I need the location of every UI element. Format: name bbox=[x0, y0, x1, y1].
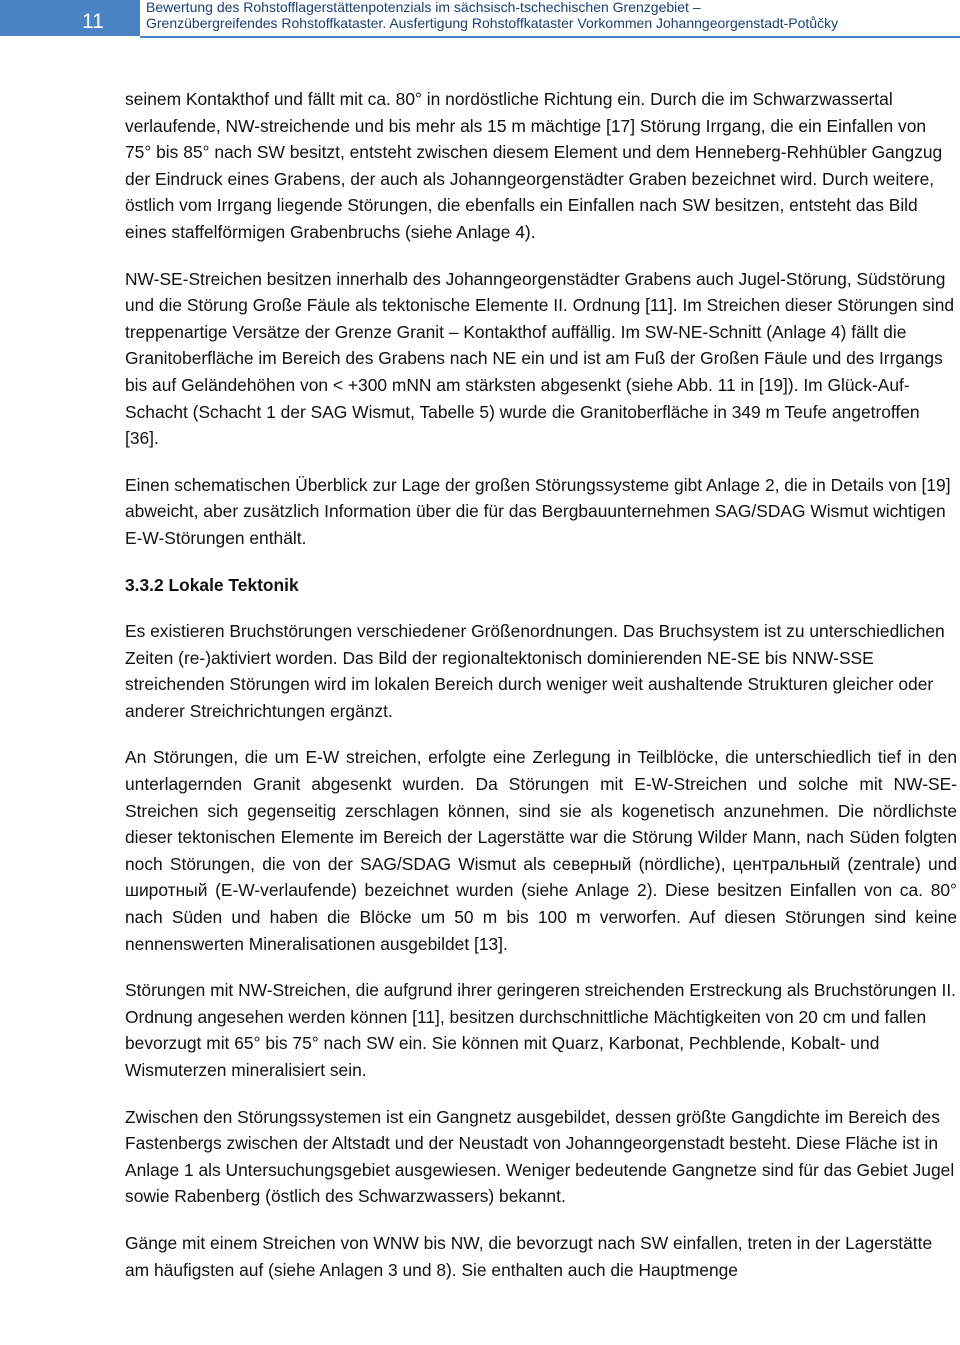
header-line-2: Grenzübergreifendes Rohstoffkataster. Ausfertigung Rohstoffkataster Vorkommen Johanngeorgenstadt-Potůčky bbox=[146, 14, 839, 31]
paragraph-nw-streichen: Störungen mit NW-Streichen, die aufgrund ihrer geringeren streichenden Erstreckung als Bruchstörungen II. Ordnung angesehen werden können [11], besitzen durchschnittliche Mächtigkeiten von 20 cm und fallen bevorzugt mit 65° bis 75° nach SW ein. Sie können mit Quarz, Karbonat, Pechblende, Kobalt- und Wismuterzen mineralisiert sein. bbox=[125, 980, 957, 1080]
section-heading: 3.3.2 Lokale Tektonik bbox=[125, 574, 299, 595]
page-number: 11 bbox=[0, 0, 140, 36]
page-header bbox=[0, 0, 960, 44]
paragraph-nw-se-streichen: NW-SE-Streichen besitzen innerhalb des Johanngeorgenstädter Grabens auch Jugel-Störung, Südstörung und die Störung Große Fäule als tektonische Elemente II. Ordnung [11]. Im Streichen dieser Störungen sind treppenartige Versätze der Grenze Granit – Kontakthof auffällig. Im SW-NE-Schnitt (Anlage 4) fällt die Granitoberfläche im Bereich des Grabens nach NE ein und ist am Fuß der Großen Fäule und des Irrgangs bis auf Geländehöhen von < +300 mNN am stärksten abgesenkt (siehe Abb. 11 in [19]). Im Glück-Auf-Schacht (Schacht 1 der SAG Wismut, Tabelle 5) wurde die Granitoberfläche in 349 m Teufe angetroffen [36]. bbox=[125, 268, 955, 449]
paragraph-gaenge: Gänge mit einem Streichen von WNW bis NW, die bevorzugt nach SW einfallen, treten in der Lagerstätte am häufigsten auf (siehe Anlagen 3 und 8). Sie enthalten auch die Hauptmenge bbox=[125, 1232, 933, 1280]
paragraph-bruchstoerungen: Es existieren Bruchstörungen verschiedener Größenordnungen. Das Bruchsystem ist zu unterschiedlichen Zeiten (re-)aktiviert worden. Das Bild der regionaltektonisch dominierenden NE-SE bis NNW-SSE streichenden Störungen wird im lokalen Bereich durch weniger weit aushaltende Strukturen gleicher oder anderer Streichrichtungen ergänzt. bbox=[125, 621, 945, 721]
paragraph-gangnetz: Zwischen den Störungssystemen ist ein Gangnetz ausgebildet, dessen größte Gangdichte im Bereich des Fastenbergs zwischen der Altstadt und der Neustadt von Johanngeorgenstadt besteht. Diese Fläche ist in Anlage 1 als Untersuchungsgebiet ausgewiesen. Weniger bedeutende Gangnetze sind für das Gebiet Jugel sowie Rabenberg (östlich des Schwarzwassers) bekannt. bbox=[125, 1106, 955, 1207]
header-divider bbox=[140, 36, 960, 38]
header-title bbox=[146, 0, 946, 31]
paragraph-ueberblick: Einen schematischen Überblick zur Lage der großen Störungssysteme gibt Anlage 2, die in Details von [19] abweicht, aber zusätzlich Information über die für das Bergbauunternehmen SAG/SDAG Wismut wichtigen E-W-Störungen enthält. bbox=[125, 474, 951, 548]
header-line-1: Bewertung des Rohstofflagerstättenpotenzials im sächsisch-tschechischen Grenzgebiet – bbox=[146, 0, 701, 15]
document-body bbox=[125, 86, 957, 1303]
paragraph-e-w-stoerungen: An Störungen, die um E-W streichen, erfolgte eine Zerlegung in Teilblöcke, die unterschiedlich tief in den unterlagernden Granit abgesenkt wurden. Da Störungen mit E-W-Streichen und solche mit NW-SE-Streichen sich gegenseitig zerschlagen können, sind sie als kogenetisch anzunehmen. Die nördlichste dieser tektonischen Elemente im Bereich der Lagerstätte war die Störung Wilder Mann, nach Süden folgten noch Störungen, die von der SAG/SDAG Wismut als северный (nördliche), центральный (zentrale) und широтный (E-W-verlaufende) bezeichnet wurden (siehe Anlage 2). Diese besitzen Einfallen von ca. 80° nach Süden und haben die Blöcke um 50 m bis 100 m verworfen. Auf diesen Störungen sind keine nennenswerten Mineralisationen ausgebildet [13]. bbox=[125, 747, 957, 954]
paragraph-graben: seinem Kontakthof und fällt mit ca. 80° in nordöstliche Richtung ein. Durch die im Schwarzwassertal verlaufende, NW-streichende und bis mehr als 15 m mächtige [17] Störung Irrgang, die ein Einfallen von 75° bis 85° nach SW besitzt, entsteht zwischen diesem Element und dem Henneberg-Rehhübler Gangzug der Eindruck eines Grabens, der auch als Johanngeorgenstädter Graben bezeichnet wird. Durch weitere, östlich vom Irrgang liegende Störungen, die ebenfalls ein Einfallen nach SW besitzen, entsteht das Bild eines staffelförmigen Grabenbruchs (siehe Anlage 4). bbox=[125, 89, 943, 242]
